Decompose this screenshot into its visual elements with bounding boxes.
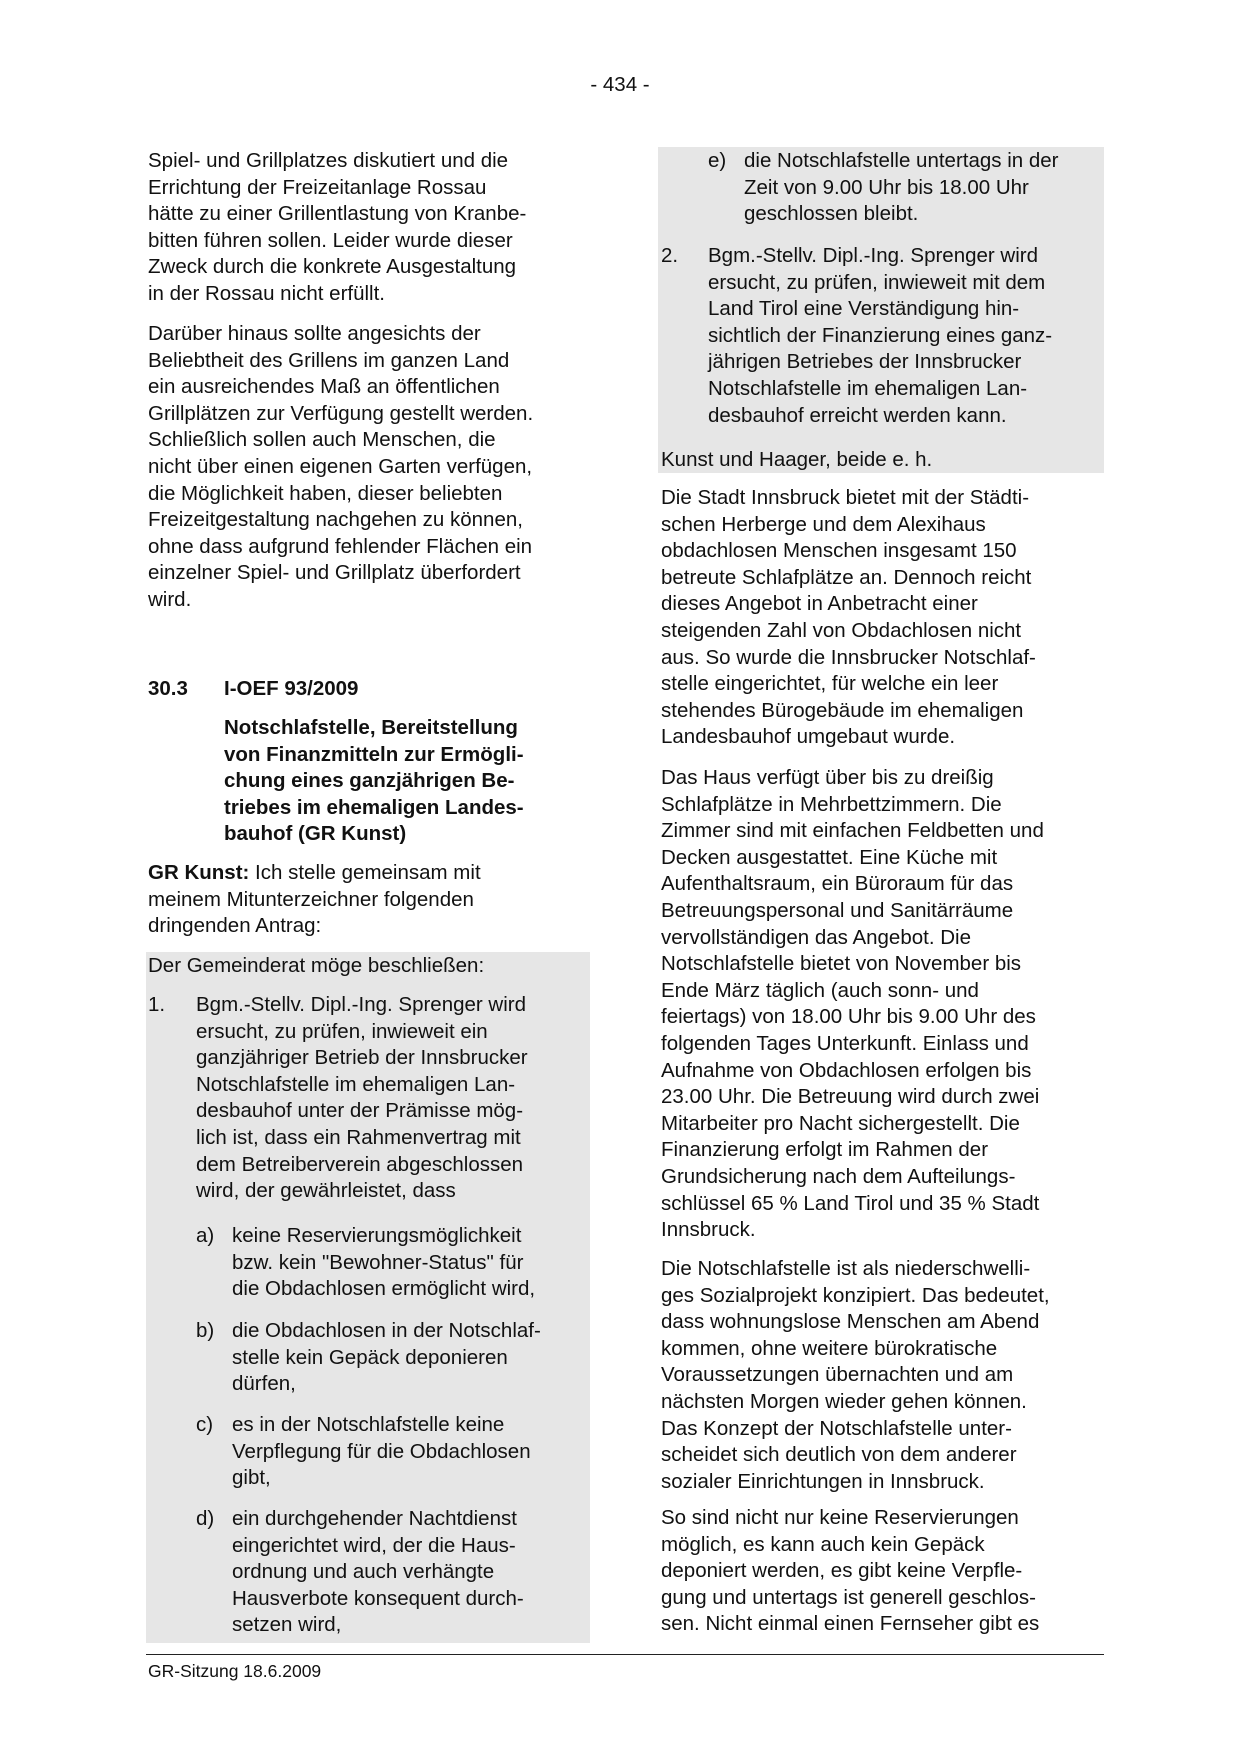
footer-divider bbox=[146, 1654, 1104, 1655]
item-1-number: 1. bbox=[148, 993, 166, 1016]
speaker-name: GR Kunst: bbox=[148, 861, 250, 884]
subitem-e-text: die Notschlafstelle untertags in der Zeit von 9.00 Uhr bis 18.00 Uhr geschlossen bleibt. bbox=[744, 149, 1059, 226]
subitem-a-text: keine Reservierungsmöglichkeit bzw. kein "Bewohner-Status" für die Obdachlosen ermöglicht wird, bbox=[232, 1224, 536, 1301]
footer-text: GR-Sitzung 18.6.2009 bbox=[148, 1661, 322, 1681]
subitem-b-label: b) bbox=[196, 1319, 215, 1342]
motion-intro: Der Gemeinderat möge beschließen: bbox=[148, 954, 485, 977]
right-paragraph-3: Die Notschlafstelle ist als niederschwelli- ges Sozialprojekt konzipiert. Das bedeutet, dass wohnungslose Menschen am Abend kommen, ohne weitere bürokratische Voraussetzungen übernachten und am nächsten Morgen wieder gehen können. Das Konzept der Notschlafstelle unter- scheidet sich deutlich von dem anderer sozialer Einrichtungen in Innsbruck. bbox=[661, 1257, 1050, 1493]
section-number: 30.3 bbox=[148, 677, 188, 700]
section-id: I-OEF 93/2009 bbox=[224, 677, 359, 700]
right-paragraph-1: Die Stadt Innsbruck bietet mit der Städti- schen Herberge und dem Alexihaus obdachlosen Menschen insgesamt 150 betreute Schlafplätze an. Dennoch reicht dieses Angebot in Anbetracht einer steigenden Zahl von Obdachlosen nicht aus. So wurde die Innsbrucker Notschlaf- stelle eingerichtet, für welche ein leer stehendes Bürogebäude im ehemaligen Landesbauhof umgebaut wurde. bbox=[661, 486, 1036, 749]
item-1-text: Bgm.-Stellv. Dipl.-Ing. Sprenger wird ersucht, zu prüfen, inwieweit ein ganzjähriger Betrieb der Innsbrucker Notschlafstelle im ehemaligen Lan- desbauhof unter der Prämisse mög- lich ist, dass ein Rahmenvertrag mit dem Betreiberverein abgeschlossen wird, der gewährleistet, dass bbox=[196, 993, 528, 1203]
subitem-b-text: die Obdachlosen in der Notschlaf- stelle kein Gepäck deponieren dürfen, bbox=[232, 1319, 541, 1396]
subitem-a-label: a) bbox=[196, 1224, 215, 1247]
item-2-number: 2. bbox=[661, 244, 679, 267]
subitem-e-label: e) bbox=[708, 149, 727, 172]
page-number: - 434 - bbox=[590, 73, 650, 96]
speaker-paragraph bbox=[148, 860, 481, 940]
subitem-d-label: d) bbox=[196, 1507, 215, 1530]
right-paragraph-2: Das Haus verfügt über bis zu dreißig Schlafplätze in Mehrbettzimmern. Die Zimmer sind mit einfachen Feldbetten und Decken ausgestattet. Eine Küche mit Aufenthaltsraum, ein Büroraum für das Betreuungspersonal und Sanitärräume vervollständigen das Angebot. Die Notschlafstelle bietet von November bis Ende März täglich (auch sonn- und feiertags) von 18.00 Uhr bis 9.00 Uhr des folgenden Tages Unterkunft. Einlass und Aufnahme von Obdachlosen erfolgen bis 23.00 Uhr. Die Betreuung wird durch zwei Mitarbeiter pro Nacht sichergestellt. Die Finanzierung erfolgt im Rahmen der Grundsicherung nach dem Aufteilungs- schlüssel 65 % Land Tirol und 35 % Stadt Innsbruck. bbox=[661, 766, 1044, 1242]
section-title: Notschlafstelle, Bereitstellung von Finanzmitteln zur Ermögli- chung eines ganzjährigen Be- triebes im ehemaligen Landes- bauhof (GR Kunst) bbox=[224, 716, 524, 846]
subitem-c-text: es in der Notschlafstelle keine Verpflegung für die Obdachlosen gibt, bbox=[232, 1413, 531, 1490]
right-paragraph-4: So sind nicht nur keine Reservierungen möglich, es kann auch kein Gepäck deponiert werden, es gibt keine Verpfle- gung und untertags ist generell geschlos- sen. Nicht einmal einen Fernseher gibt es bbox=[661, 1506, 1040, 1636]
left-paragraph-1: Spiel- und Grillplatzes diskutiert und die Errichtung der Freizeitanlage Rossau hätte zu einer Grillentlastung von Kranbe- bitten führen sollen. Leider wurde dieser Zweck durch die konkrete Ausgestaltung in der Rossau nicht erfüllt. bbox=[148, 149, 527, 305]
item-2-text: Bgm.-Stellv. Dipl.-Ing. Sprenger wird ersucht, zu prüfen, inwieweit mit dem Land Tirol eine Verständigung hin- sichtlich der Finanzierung eines ganz- jährigen Betriebes der Innsbrucker Notschlafstelle im ehemaligen Lan- desbauhof erreicht werden kann. bbox=[708, 244, 1053, 427]
subitem-c-label: c) bbox=[196, 1413, 214, 1436]
subitem-d-text: ein durchgehender Nachtdienst eingerichtet wird, der die Haus- ordnung und auch verhängte Hausverbote konsequent durch- setzen wird, bbox=[232, 1507, 524, 1637]
left-paragraph-2: Darüber hinaus sollte angesichts der Beliebtheit des Grillens im ganzen Land ein ausreichendes Maß an öffentlichen Grillplätzen zur Verfügung gestellt werden. Schließlich sollen auch Menschen, die nicht über einen eigenen Garten verfügen, die Möglichkeit haben, dieser beliebten Freizeitgestaltung nachgehen zu können, ohne dass aufgrund fehlender Flächen ein einzelner Spiel- und Grillplatz überfordert wird. bbox=[148, 322, 534, 611]
signers: Kunst und Haager, beide e. h. bbox=[661, 448, 933, 471]
speaker-text: Ich stelle gemeinsam mit meinem Mitunterzeichner folgenden dringenden Antrag: bbox=[148, 861, 481, 938]
